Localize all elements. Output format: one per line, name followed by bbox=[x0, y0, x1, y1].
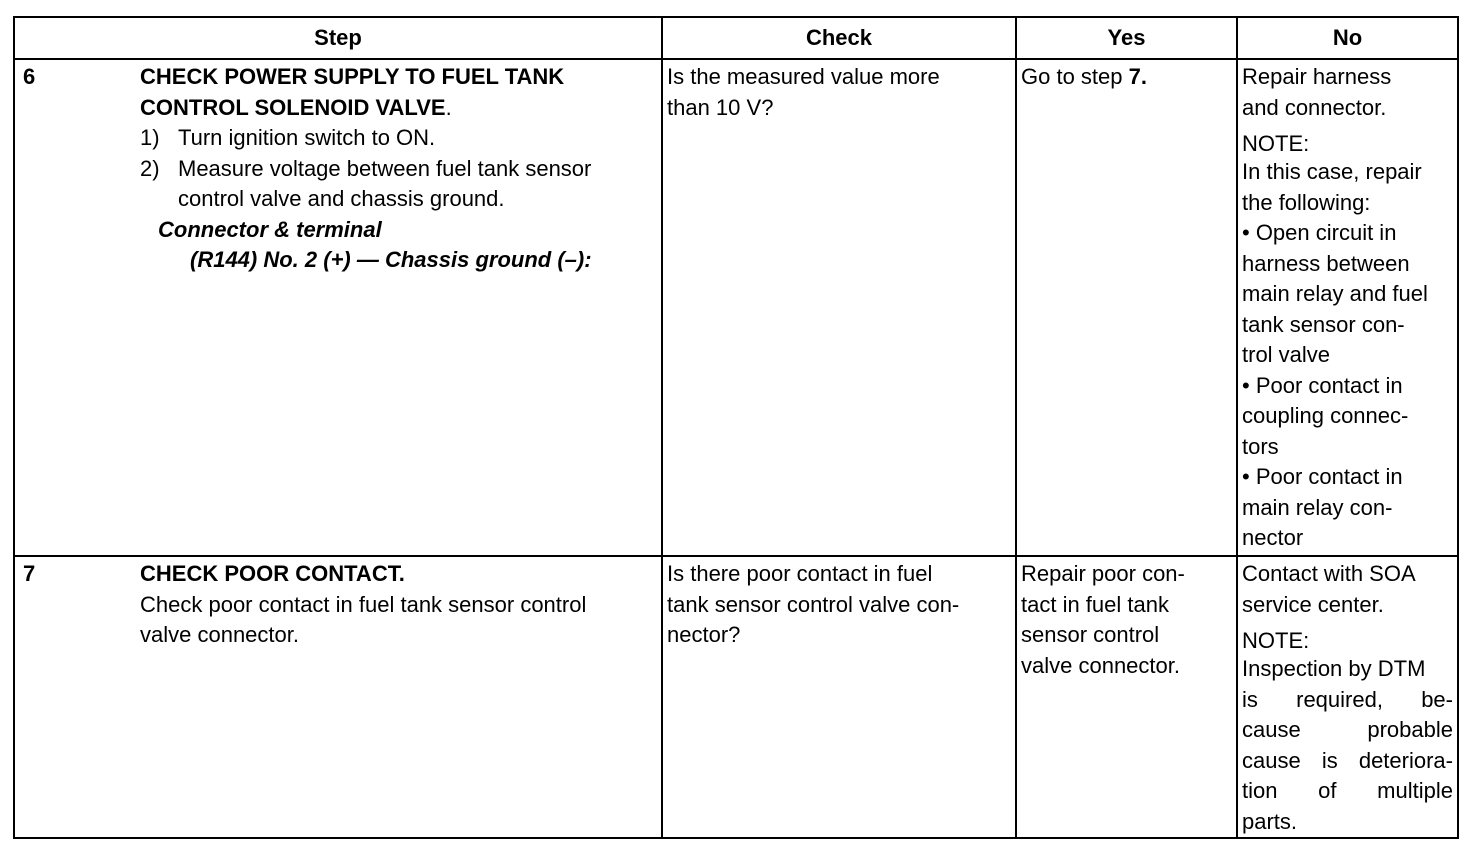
step-content bbox=[140, 62, 657, 276]
note-label: NOTE: bbox=[1242, 131, 1310, 156]
table-row bbox=[14, 556, 1458, 838]
step-content: CHECK POOR CONTACT. Check poor contact in fuel tank sensor control valve connector. bbox=[140, 559, 657, 651]
step-number: 7 bbox=[23, 561, 36, 586]
note-label: NOTE: bbox=[1242, 628, 1310, 653]
header-check: Check bbox=[662, 17, 1016, 59]
step-cell bbox=[14, 556, 662, 838]
connector-title: Connector & terminal bbox=[158, 216, 382, 242]
header-row bbox=[14, 17, 1458, 59]
check-cell: Is there poor contact in fuel tank sensor control valve con- nector? bbox=[662, 556, 1016, 838]
list-item: 2) Measure voltage between fuel tank sensor control valve and chassis ground. bbox=[140, 155, 592, 211]
yes-cell: Go to step 7. bbox=[1016, 59, 1237, 556]
connector-detail: (R144) No. 2 (+) — Chassis ground (–): bbox=[190, 247, 592, 272]
header-no: No bbox=[1237, 17, 1458, 59]
check-cell: Is the measured value more than 10 V? bbox=[662, 59, 1016, 556]
step-link: 7 bbox=[1128, 64, 1141, 89]
yes-cell: Repair poor con- tact in fuel tank sensor control valve connector. bbox=[1016, 556, 1237, 838]
step-title: CHECK POWER SUPPLY TO FUEL TANK CONTROL SOLENOID VALVE. bbox=[140, 64, 565, 120]
list-item: 1) Turn ignition switch to ON. bbox=[140, 125, 436, 150]
step-title: CHECK POOR CONTACT. bbox=[140, 561, 405, 586]
step-number: 6 bbox=[23, 64, 36, 89]
step-cell bbox=[14, 59, 662, 556]
table-row bbox=[14, 59, 1458, 556]
bullet-list: • Open circuit in harness between main relay and fuel tank sensor con- trol valve • Poor contact in coupling connec- tors • Poor contact in main relay con- nector bbox=[1242, 220, 1428, 550]
header-step: Step bbox=[14, 17, 662, 59]
no-cell: Contact with SOA service center. NOTE: Inspection by DTM is required, be- cause probable cause is deteriora- tion of multiple parts. bbox=[1237, 556, 1458, 838]
no-cell: Repair harness and connector. NOTE: In this case, repair the following: • Open circuit in harness between main relay and fuel tank sensor con- trol valve • Poor contact in coupling connec- tors • Poor contact in main relay con- nector bbox=[1237, 59, 1458, 556]
diagnostic-table bbox=[13, 16, 1459, 839]
header-yes: Yes bbox=[1016, 17, 1237, 59]
